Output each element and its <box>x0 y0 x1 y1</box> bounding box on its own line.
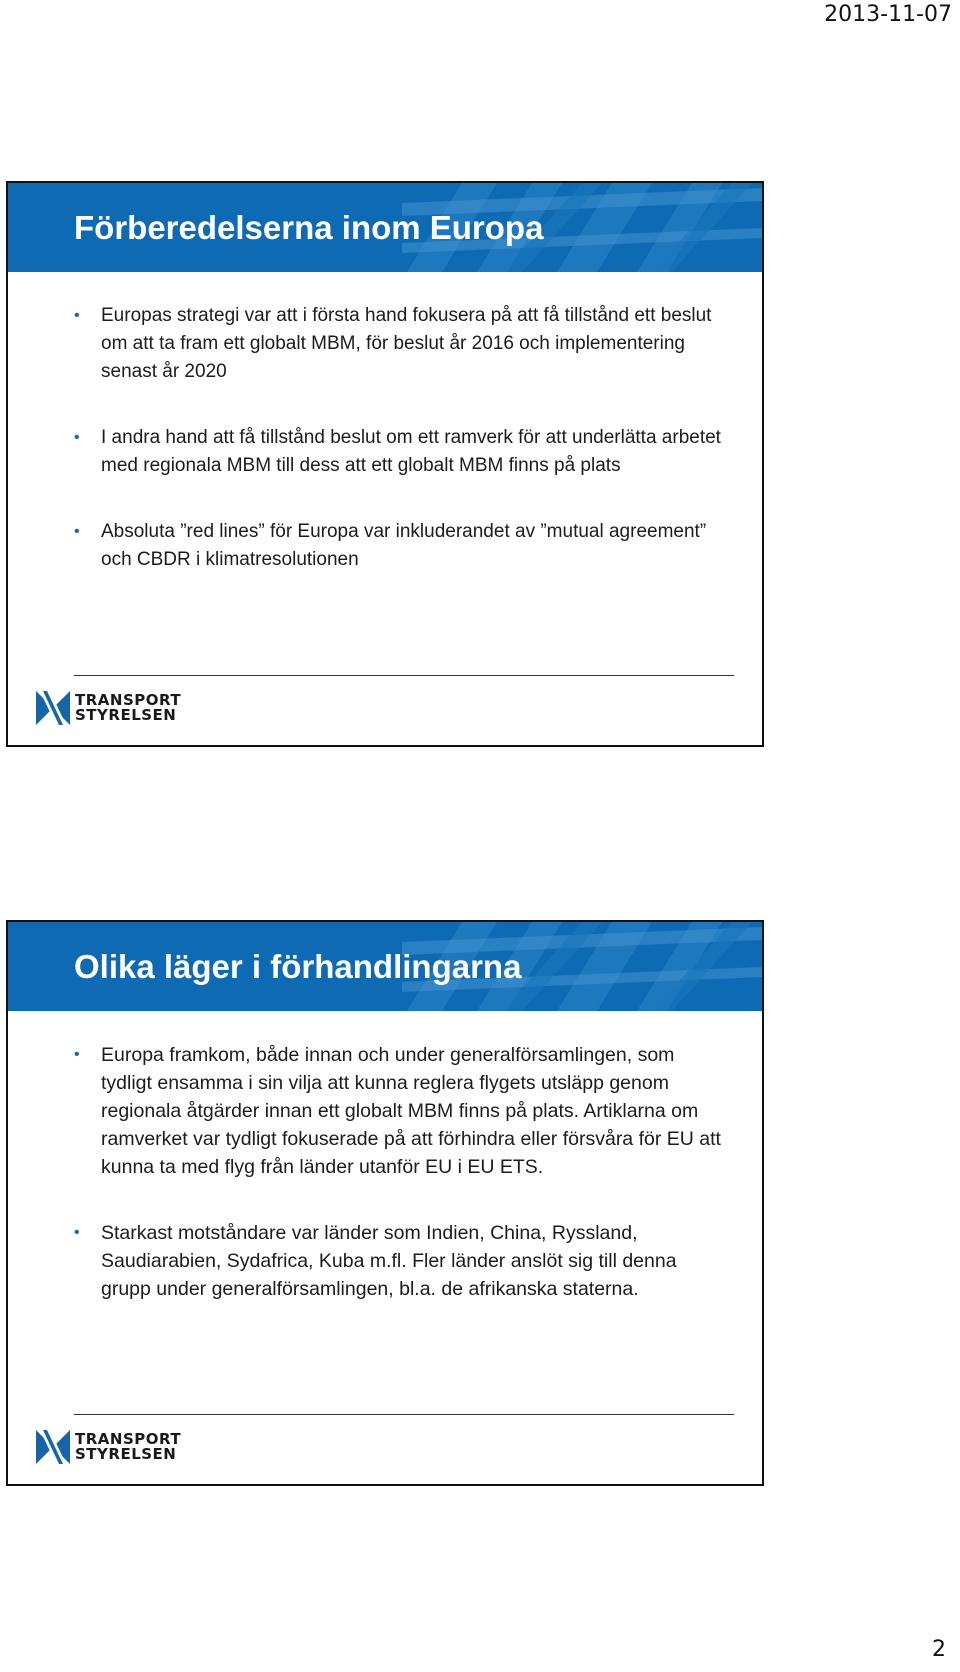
bullet-text: Absoluta ”red lines” för Europa var inkluderandet av ”mutual agreement” och CBDR i klimatresolutionen <box>101 521 707 570</box>
bullet-text: Europa framkom, både innan och under generalförsamlingen, som tydligt ensamma i sin vilja att kunna reglera flygets utsläpp genom regionala åtgärder innan ett globalt MBM finns på plats. Artiklarna om ramverket var tydligt fokuserade på att förhindra eller försvåra för EU att kunna ta med flyg från länder utanför EU i EU ETS. <box>101 1044 721 1178</box>
slide-1 <box>6 181 764 747</box>
slide-header <box>8 183 762 272</box>
logo-line-2: STYRELSEN <box>75 1445 177 1463</box>
logo-line-2: STYRELSEN <box>75 706 177 724</box>
logo-text <box>75 1432 181 1462</box>
logo-line-1: TRANSPORT <box>75 1430 182 1448</box>
slide-title: Förberedelserna inom Europa <box>74 209 544 246</box>
footer-divider <box>74 675 734 676</box>
bullet-item <box>74 518 722 574</box>
logo-text <box>75 693 181 723</box>
bullet-list <box>74 302 722 574</box>
bullet-item <box>74 424 722 480</box>
bullet-text: I andra hand att få tillstånd beslut om ett ramverk för att underlätta arbetet med regionala MBM till dess att ett globalt MBM finns på plats <box>101 427 721 476</box>
logo-line-1: TRANSPORT <box>75 691 182 709</box>
bullet-dot-icon: • <box>74 307 80 324</box>
page-number: 2 <box>932 1637 946 1662</box>
bullet-item <box>74 1041 722 1181</box>
slide-title: Olika läger i förhandlingarna <box>74 948 522 985</box>
transportstyrelsen-logo <box>36 691 181 725</box>
slide-2 <box>6 920 764 1486</box>
bullet-text: Europas strategi var att i första hand fokusera på att få tillstånd ett beslut om att ta fram ett globalt MBM, för beslut år 2016 och implementering senast år 2020 <box>101 305 712 382</box>
slide-header <box>8 922 762 1011</box>
bullet-dot-icon: • <box>74 1224 80 1241</box>
bullet-dot-icon: • <box>74 1046 80 1063</box>
logo-mark-icon <box>36 691 70 725</box>
footer-divider <box>74 1414 734 1415</box>
logo-mark-icon <box>36 1430 70 1464</box>
bullet-dot-icon: • <box>74 429 80 446</box>
transportstyrelsen-logo <box>36 1430 181 1464</box>
bullet-list <box>74 1041 722 1303</box>
slide-body <box>8 1011 762 1341</box>
bullet-item <box>74 1219 722 1303</box>
page-date: 2013-11-07 <box>824 2 952 27</box>
bullet-dot-icon: • <box>74 523 80 540</box>
bullet-text: Starkast motståndare var länder som Indien, China, Ryssland, Saudiarabien, Sydafrica, Kuba m.fl. Fler länder anslöt sig till denna grupp under generalförsamlingen, bl.a. de afrikanska staterna. <box>101 1222 677 1300</box>
bullet-item <box>74 302 722 386</box>
slide-body <box>8 272 762 612</box>
